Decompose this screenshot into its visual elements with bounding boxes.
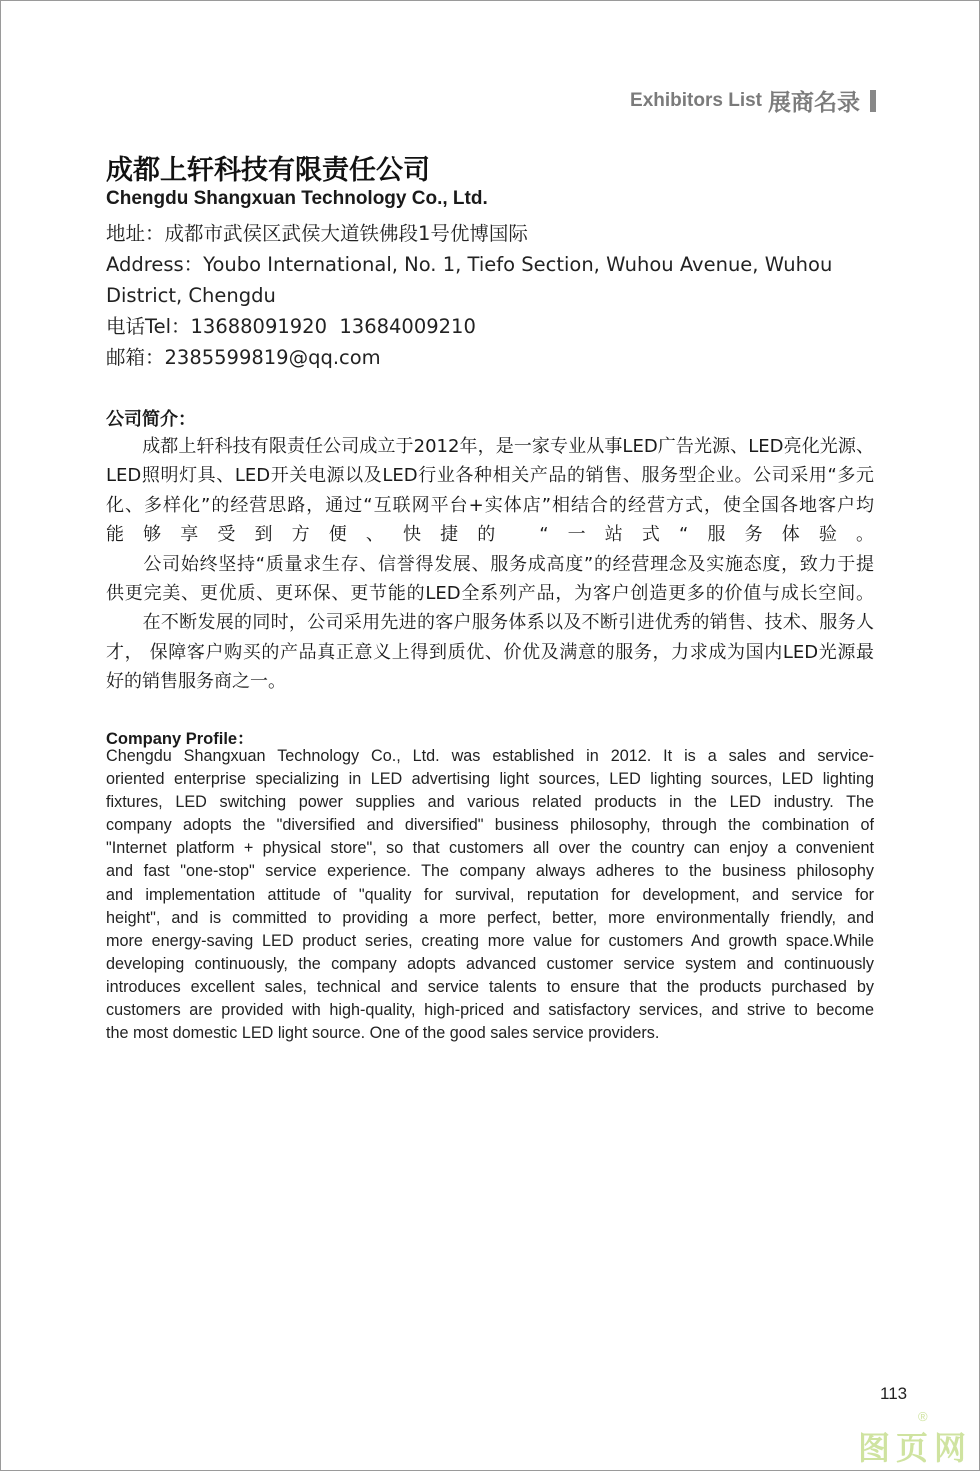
profile-en-body (106, 745, 874, 1045)
text-line: introduces excellent sales, technical and service talents to ensure that the products purchased by (106, 977, 874, 996)
profile-cn-heading: 公司简介： (106, 409, 196, 430)
contact-info (106, 218, 836, 373)
text-line: fixtures, LED switching power supplies and various related products in the LED industry. The (106, 793, 874, 812)
text-line: 公司始终坚持“质量求生存、信誉得发展、服务成高度”的经营理念及实施态度，致力于提 (106, 553, 874, 575)
header-en: Exhibitors List (630, 89, 762, 111)
phone: 电话Tel：13688091920 13684009210 (106, 315, 476, 338)
text-line: 能够享受到方便、快捷的 “一站式“服务体验。 (106, 524, 874, 546)
address-cn: 地址：成都市武侯区武侯大道铁佛段1号优博国际 (106, 222, 528, 245)
watermark-logo: 图页网 (858, 1429, 973, 1467)
profile-en-heading: Company Profile： (106, 730, 254, 748)
text-line: 供更完美、更优质、更环保、更节能的LED全系列产品，为客户创造更多的价值与成长空间。 (106, 583, 874, 605)
section-header (630, 84, 876, 117)
text-line: 成都上轩科技有限责任公司成立于2012年，是一家专业从事LED广告光源、LED亮化光源、 (106, 436, 874, 457)
profile-cn-body (106, 432, 874, 697)
text-line: 好的销售服务商之一。 (106, 671, 286, 693)
text-line: company adopts the "diversified and diversified" business philosophy, through the combination of (106, 816, 874, 835)
text-line: Chengdu Shangxuan Technology Co., Ltd. was established in 2012. It is a sales and service- (106, 747, 874, 765)
text-line: 才， 保障客户购买的产品真正意义上得到质优、价优及满意的服务，力求成为国内LED光源最 (106, 641, 874, 663)
text-line: height", and is committed to providing a more perfect, better, more environmentally friendly, and (106, 908, 874, 927)
address-en: Address：Youbo International, No. 1, Tiefo Section, Wuhou Avenue, Wuhou (106, 253, 833, 276)
text-line: 在不断发展的同时，公司采用先进的客户服务体系以及不断引进优秀的销售、技术、服务人 (106, 612, 874, 634)
address-en-cont: District, Chengdu (106, 284, 276, 307)
company-name-en: Chengdu Shangxuan Technology Co., Ltd. (106, 188, 488, 209)
text-line: and fast "one-stop" service experience. The company always adheres to the business philosophy (106, 862, 874, 881)
text-line: the most domestic LED light source. One of the good sales service providers. (106, 1024, 660, 1043)
text-line: 化、多样化”的经营思路，通过“互联网平台+实体店”相结合的经营方式，使全国各地客户均 (106, 494, 874, 516)
text-line: "Internet platform + physical store", so that customers all over the country can enjoy a convenient (106, 839, 874, 858)
text-line: and implementation attitude of "quality for survival, reputation for development, and service for (106, 885, 874, 904)
text-line: developing continuously, the company adopts advanced customer service system and continuously (106, 954, 874, 973)
header-cn: 展商名录 (768, 89, 860, 115)
text-line: LED照明灯具、LED开关电源以及LED行业各种相关产品的销售、服务型企业。公司采用“多元 (106, 465, 874, 487)
text-line: customers are provided with high-quality, high-priced and satisfactory services, and strive to become (106, 1001, 874, 1020)
page-number: 113 (880, 1384, 908, 1403)
header-bar (870, 90, 876, 112)
text-line: oriented enterprise specializing in LED advertising light sources, LED lighting sources, LED lighting (106, 770, 874, 789)
registered-mark: ® (918, 1409, 928, 1424)
email: 邮箱：2385599819@qq.com (106, 346, 381, 369)
company-name-cn: 成都上轩科技有限责任公司 (106, 155, 430, 186)
text-line: more energy-saving LED product series, creating more value for customers And growth space.While (106, 931, 874, 950)
